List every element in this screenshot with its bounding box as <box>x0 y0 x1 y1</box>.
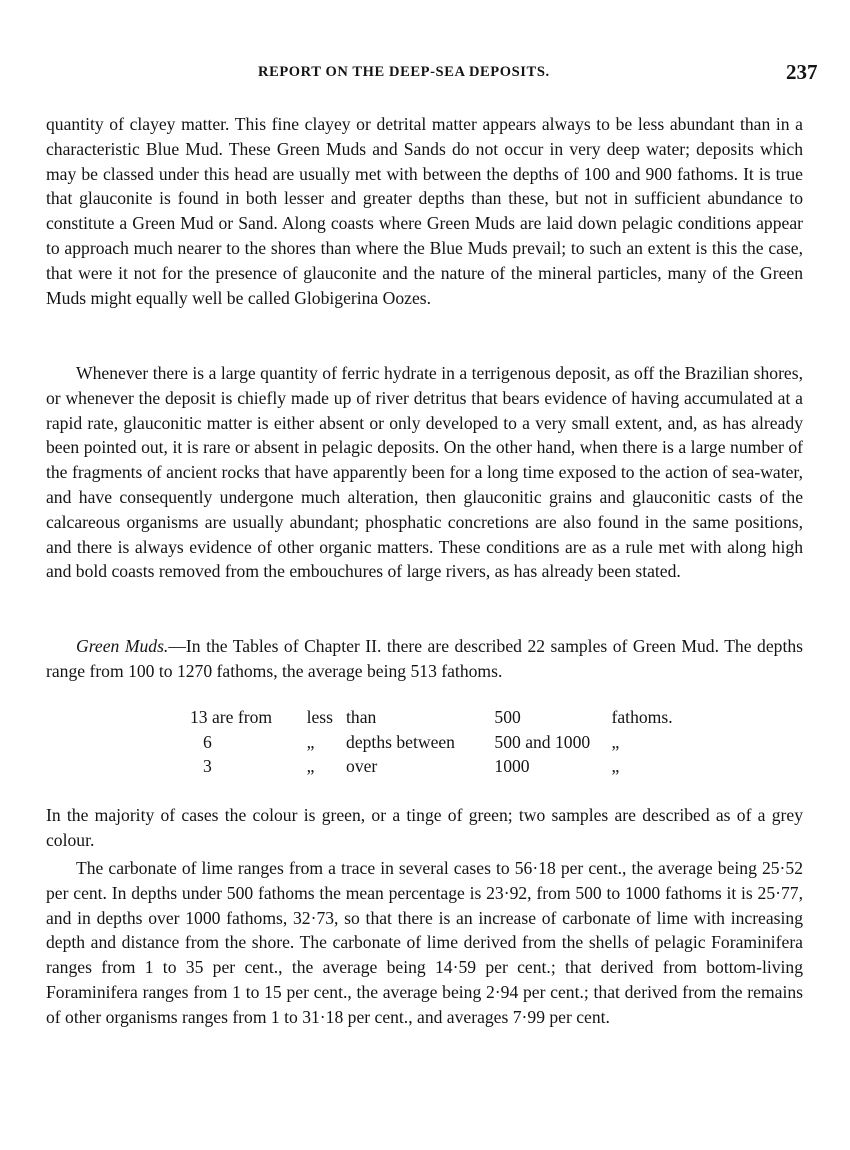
paragraph-glauconite-absence: Whenever there is a large quantity of ferric hydrate in a terrigenous deposit, as off the Brazilian shores, or whenever the deposit is chiefly made up of river detritus that bears evidence of having accumulated at a rapid rate, glauconitic matter is either absent or only developed to a very small extent, and, as has already been pointed out, it is rare or absent in pelagic deposits. On the other hand, when there is a large number of the fragments of ancient rocks that have apparently been for a long time exposed to the action of sea-water, and have consequently undergone much alteration, then glauconitic grains and glauconitic casts of the calcareous organisms are usually abundant; phosphatic concretions are also found in the same positions, and there is always evidence of other organic matters. These conditions are as a rule met with along high and bold coasts removed from the embouchures of large rivers, as has already been stated. <box>46 363 803 582</box>
page-number: 237 <box>786 60 818 84</box>
depth-cell: 500 and 1000 <box>494 731 591 752</box>
table-row <box>190 756 710 781</box>
depth-cell: 500 <box>494 707 521 727</box>
paragraph-green-muds-samples <box>46 634 803 684</box>
paragraph-colour: In the majority of cases the colour is green, or a tinge of green; two samples are described as of a grey colour. <box>46 805 803 850</box>
ditto-cell: „ <box>306 731 315 752</box>
paragraph-carbonate-of-lime: The carbonate of lime ranges from a trace in several cases to 56·18 per cent., the average being 25·52 per cent. In depths under 500 fathoms the mean percentage is 23·92, from 500 to 1000 fathoms it is 25·77, and in depths over 1000 fathoms, 32·73, so that there is an increase of carbonate of lime with increasing depth and distance from the shore. The carbonate of lime derived from the shells of pelagic Foraminifera ranges from 1 to 35 per cent., the average being 14·59 per cent.; that derived from bottom-living Foraminifera ranges from 1 to 15 per cent., the average being 2·94 per cent.; that derived from the remains of other organisms ranges from 1 to 31·18 per cent., and averages 7·99 per cent. <box>46 858 803 1027</box>
paragraph-text: —In the Tables of Chapter II. there are described 22 samples of Green Mud. The depths range from 100 to 1270 fathoms, the average being 513 fathoms. <box>46 636 803 681</box>
depth-cell: 1000 <box>494 756 530 776</box>
running-head: REPORT ON THE DEEP-SEA DEPOSITS. <box>258 64 550 80</box>
paragraph-green-mud-conditions: quantity of clayey matter. This fine clayey or detrital matter appears always to be less abundant than in a characteristic Blue Mud. These Green Muds and Sands do not occur in very deep water; deposits which may be classed under this head are usually met with between the depths of 100 and 900 fathoms. It is true that glauconite is found in both lesser and greater depths than these, but not in sufficient abundance to constitute a Green Mud or Sand. Along coasts where Green Muds are laid down pelagic conditions appear to approach much nearer to the shores than where the Blue Muds prevail; to such an extent is this the case, that were it not for the presence of glauconite and the nature of the mineral particles, many of the Green Muds might equally well be called Globigerina Oozes. <box>46 114 803 308</box>
table-row <box>190 707 710 732</box>
depth-distribution-table <box>190 707 710 781</box>
table-row <box>190 732 710 757</box>
ditto-cell: „ <box>306 756 315 776</box>
count-cell: 3 <box>203 756 212 776</box>
unit-cell: „ <box>611 731 620 752</box>
condition-cell: depths between <box>346 731 455 752</box>
count-cell: 6 <box>203 731 212 752</box>
ditto-cell: less <box>306 707 333 727</box>
section-heading-green-muds: Green Muds. <box>76 636 169 656</box>
condition-cell: than <box>346 707 377 727</box>
count-cell: 13 are from <box>190 707 273 727</box>
unit-cell: fathoms. <box>611 707 673 727</box>
condition-cell: over <box>346 756 378 776</box>
unit-cell: „ <box>611 756 620 776</box>
